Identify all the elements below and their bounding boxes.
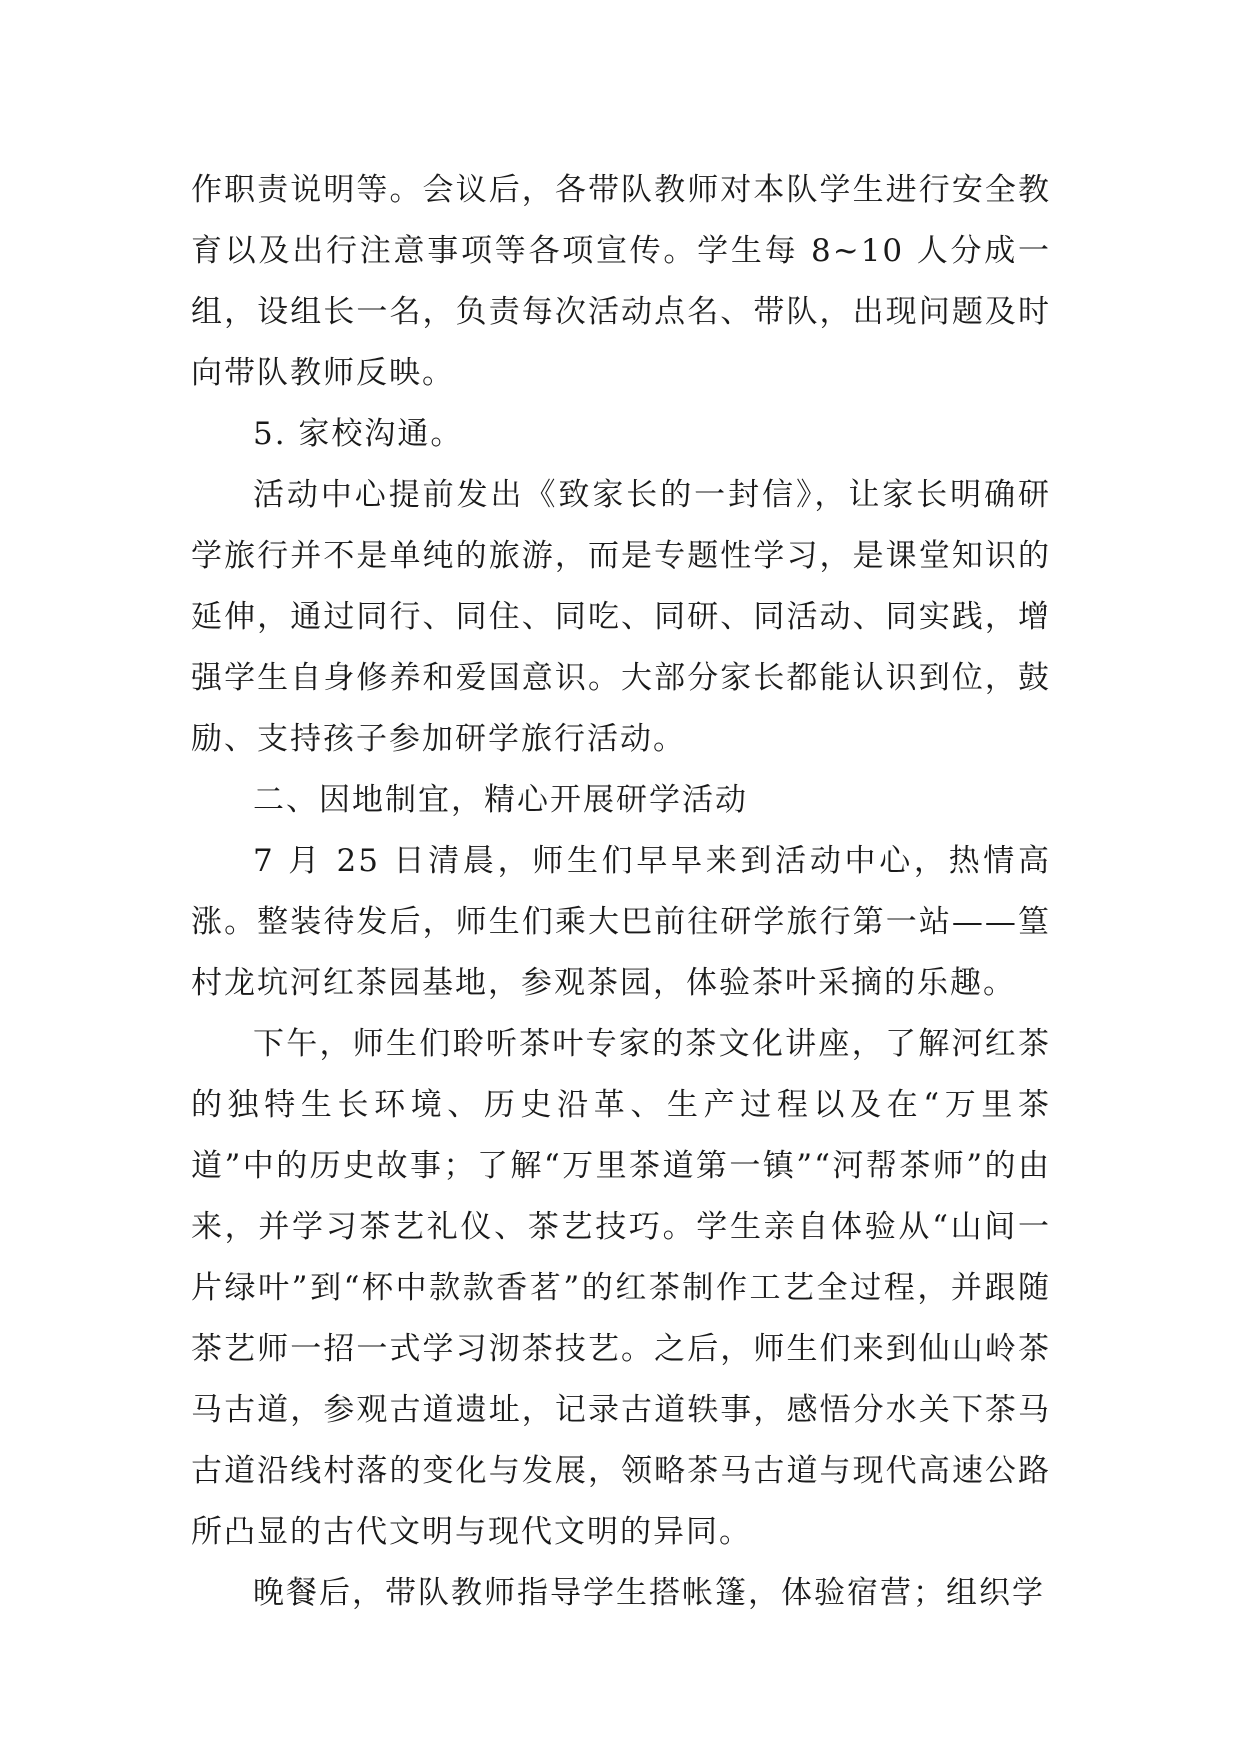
document-body bbox=[191, 160, 1051, 1624]
paragraph-july-25-morning: 7 月 25 日清晨，师生们早早来到活动中心，热情高涨。整装待发后，师生们乘大巴前往研学旅行第一站——篁村龙坑河红茶园基地，参观茶园，体验茶叶采摘的乐趣。 bbox=[191, 843, 1051, 1001]
section-heading-activities: 二、因地制宜，精心开展研学活动 bbox=[253, 782, 748, 818]
paragraph-letter-to-parents: 活动中心提前发出《致家长的一封信》，让家长明确研学旅行并不是单纯的旅游，而是专题性学习，是课堂知识的延伸，通过同行、同住、同吃、同研、同活动、同实践，增强学生自身修养和爱国意识。大部分家长都能认识到位，鼓励、支持孩子参加研学旅行活动。 bbox=[191, 477, 1051, 757]
paragraph-continuation: 作职责说明等。会议后，各带队教师对本队学生进行安全教育以及出行注意事项等各项宣传。学生每 8~10 人分成一组，设组长一名，负责每次活动点名、带队，出现问题及时向带队教师反映。 bbox=[191, 172, 1051, 391]
paragraph-afternoon-tea: 下午，师生们聆听茶叶专家的茶文化讲座，了解河红茶的独特生长环境、历史沿革、生产过程以及在“万里茶道”中的历史故事；了解“万里茶道第一镇”“河帮茶师”的由来，并学习茶艺礼仪、茶艺技巧。学生亲自体验从“山间一片绿叶”到“杯中款款香茗”的红茶制作工艺全过程，并跟随茶艺师一招一式学习沏茶技艺。之后，师生们来到仙山岭茶马古道，参观古道遗址，记录古道轶事，感悟分水关下茶马古道沿线村落的变化与发展，领略茶马古道与现代高速公路所凸显的古代文明与现代文明的异同。 bbox=[191, 1026, 1051, 1550]
paragraph-evening: 晚餐后，带队教师指导学生搭帐篷，体验宿营；组织学 bbox=[253, 1575, 1045, 1611]
section-heading-home-school: 5. 家校沟通。 bbox=[253, 416, 464, 452]
